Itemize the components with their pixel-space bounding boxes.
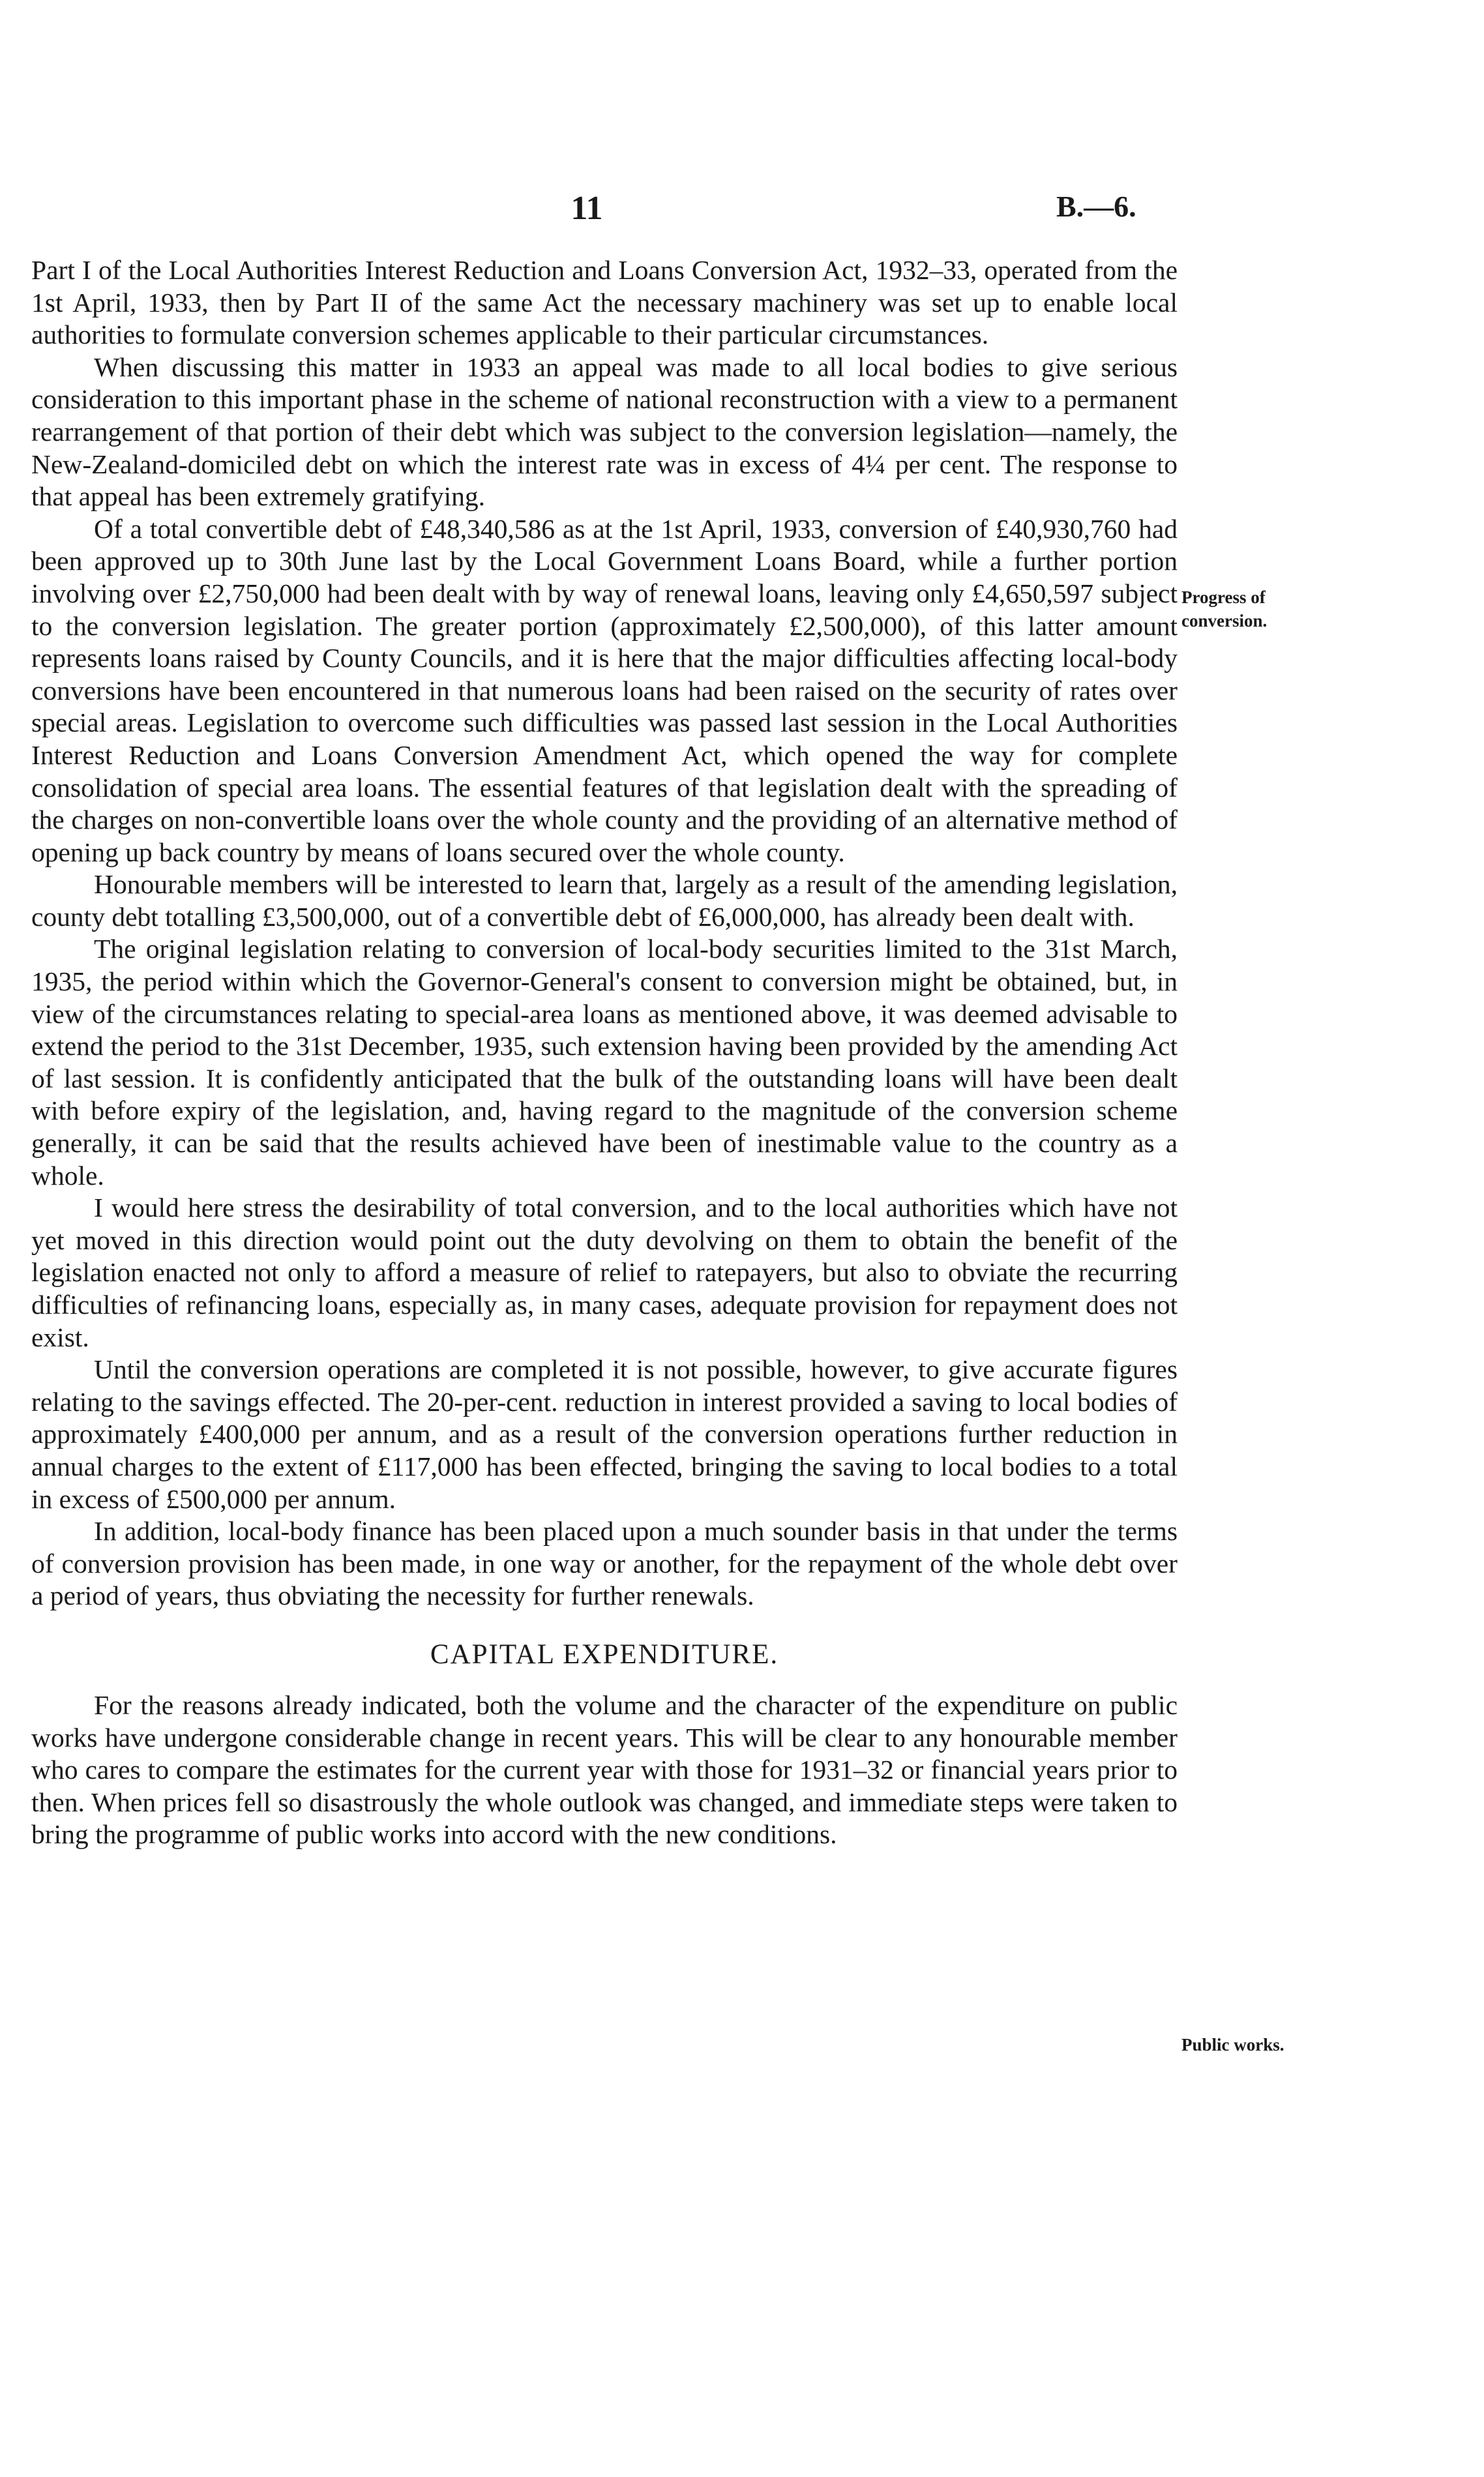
paragraph-part-one-act: Part I of the Local Authorities Interest Reduction and Loans Conversion Act, 1932–33, operated from the 1st April, 1933, then by Part II of the same Act the necessary machinery was set up to enable local authorities to formulate conversion schemes applicable to their particular circumstances. (31, 255, 1178, 350)
paragraph-sounder-basis: In addition, local-body finance has been placed upon a much sounder basis in that under the terms of conversion provision has been made, in one way or another, for the repayment of the whole debt over a period of years, thus obviating the necessity for further renewals. (31, 1516, 1178, 1611)
paragraph-total-conversion: I would here stress the desirability of total conversion, and to the local authorities which have not yet moved in this direction would point out the duty devolving on them to obtain the benefit of the legislation enacted not only to afford a measure of relief to ratepayers, but also to obviate the recurring difficulties of refinancing loans, especially as, in many cases, adequate provision for repayment does not exist. (31, 1193, 1178, 1352)
paragraph-savings-effected: Until the conversion operations are completed it is not possible, however, to give accurate figures relating to the savings effected. The 20-per-cent. reduction in interest provided a saving to local bodies of approximately £400,000 per annum, and as a result of the conversion operations further reduction in annual charges to the extent of £117,000 has been effected, bringing the saving to local bodies to a total in excess of £500,000 per annum. (31, 1354, 1178, 1514)
page-number: 11 (571, 190, 603, 227)
paragraph-public-works: For the reasons already indicated, both the volume and the character of the expenditure on public works have undergone considerable change in recent years. This will be clear to any honourable member who cares to compare the estimates for the current year with those for 1931–32 or financial years prior to then. When prices fell so disastrously the whole outlook was changed, and immediate steps were taken to bring the programme of public works into accord with the new conditions. (31, 1689, 1178, 1850)
margin-note-progress-of-conversion: Progress of conversion. (1181, 587, 1268, 630)
body-text (31, 254, 1178, 1851)
paragraph-county-debt: Honourable members will be interested to learn that, largely as a result of the amending legislation, county debt totalling £3,500,000, out of a convertible debt of £6,000,000, has already been dealt with. (31, 869, 1178, 932)
paragraph-convertible-debt: Of a total convertible debt of £48,340,586 as at the 1st April, 1933, conversion of £40,930,760 had been approved up to 30th June last by the Local Government Loans Board, while a further portion involving over £2,750,000 had been dealt with by way of renewal loans, leaving only £4,650,597 subject to the conversion legislation. The greater portion (approximately £2,500,000), of this latter amount represents loans raised by County Councils, and it is here that the major difficulties affecting local-body conversions have been encountered in that numerous loans had been raised on the security of rates over special areas. Legislation to overcome such difficulties was passed last session in the Local Authorities Interest Reduction and Loans Conversion Amendment Act, which opened the way for complete consolidation of special area loans. The essential features of that legislation dealt with the spreading of the charges on non-convertible loans over the whole county and the providing of an alternative method of opening up back country by means of loans secured over the whole county. (31, 513, 1178, 867)
paragraph-original-legislation: The original legislation relating to conversion of local-body securities limited to the 31st March, 1935, the period within which the Governor-General's consent to conversion might be obtained, but, in view of the circumstances relating to special-area loans as mentioned above, it was deemed advisable to extend the period to the 31st December, 1935, such extension having been provided by the amending Act of last session. It is confidently anticipated that the bulk of the outstanding loans will have been dealt with before expiry of the legislation, and, having regard to the magnitude of the conversion scheme generally, it can be said that the results achieved have been of inestimable value to the country as a whole. (31, 934, 1178, 1191)
paragraph-appeal-1933: When discussing this matter in 1933 an appeal was made to all local bodies to give serious consideration to this important phase in the scheme of national reconstruction with a view to a permanent rearrangement of that portion of their debt which was subject to the conversion legislation—namely, the New-Zealand-domiciled debt on which the interest rate was in excess of 4¼ per cent. The response to that appeal has been extremely gratifying. (31, 351, 1178, 512)
section-heading-capital-expenditure: CAPITAL EXPENDITURE. (430, 1639, 779, 1670)
margin-note-public-works: Public works. (1181, 2035, 1284, 2054)
document-reference: B.—6. (1056, 190, 1136, 223)
